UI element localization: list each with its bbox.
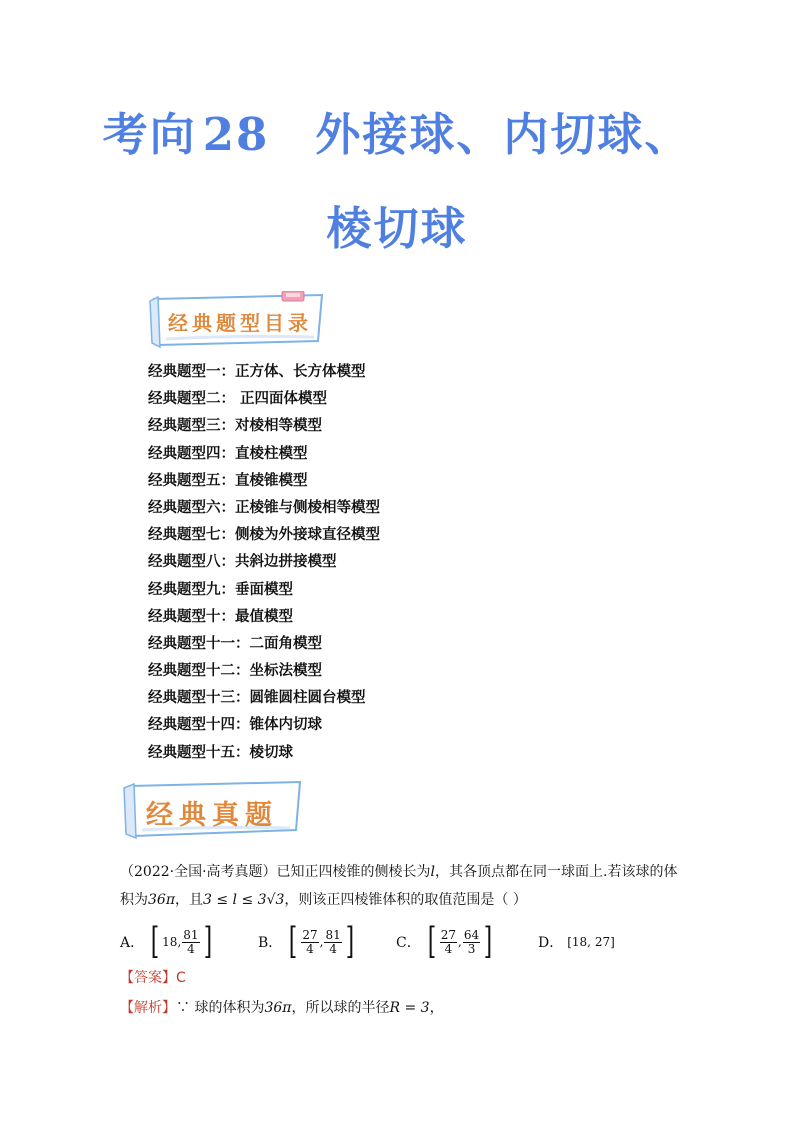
option-d[interactable]	[538, 922, 615, 962]
answer-line	[120, 968, 186, 988]
math-var: l	[430, 864, 436, 880]
toc-item[interactable]: 经典题型五：直棱锥模型	[148, 472, 308, 489]
page-title-line-1	[0, 98, 794, 163]
toc-item[interactable]: 经典题型十三：圆锥圆柱圆台模型	[148, 690, 366, 707]
toc-item[interactable]: 经典题型十二：坐标法模型	[148, 663, 322, 680]
option-label: A．	[120, 935, 145, 951]
answer-value: C	[176, 970, 186, 986]
explanation-text: ，	[429, 1000, 444, 1016]
question-text: 积为	[120, 892, 148, 908]
toc-item[interactable]: 经典题型六：正棱锥与侧棱相等模型	[148, 499, 380, 516]
fraction: $\frac{64}{3}$	[463, 927, 480, 956]
math-volume: 36π	[148, 892, 176, 908]
toc-banner-label: 经典题型目录	[168, 311, 312, 335]
interval: [18, 27]	[567, 935, 615, 949]
question-line-1	[120, 862, 680, 882]
toc-item[interactable]: 经典题型三：对棱相等模型	[148, 418, 322, 435]
toc-item[interactable]: 经典题型十：最值模型	[148, 608, 293, 625]
math-volume: 36π	[264, 1000, 292, 1016]
real-questions-banner-label: 经典真题	[146, 800, 278, 831]
answer-tag: 【答案】	[120, 970, 176, 986]
answer-options	[120, 922, 680, 962]
fraction: $\frac{27}{4}$	[302, 927, 318, 956]
explanation-text: ，所以球的半径	[291, 1000, 390, 1016]
option-label: C．	[396, 935, 421, 951]
toc-item[interactable]: 经典题型四：直棱柱模型	[148, 445, 308, 462]
explanation-line	[120, 998, 444, 1018]
title-prefix: 考向	[102, 108, 197, 161]
fraction: $\frac{81}{4}$	[325, 927, 341, 956]
fraction: $\frac{81}{4}$	[183, 927, 199, 956]
option-label: B．	[258, 935, 283, 951]
title-number: 28	[202, 108, 270, 161]
toc-item[interactable]: 经典题型十四：锥体内切球	[148, 717, 322, 734]
interval: [ 18, $\frac{81}{4}$ ]	[150, 921, 212, 962]
interval: [ $\frac{27}{4}$ , $\frac{64}{3}$ ]	[427, 921, 493, 962]
toc-item[interactable]: 经典题型十五：棱切球	[148, 744, 293, 761]
option-a[interactable]	[120, 922, 215, 962]
option-c[interactable]	[396, 922, 495, 962]
question-text: ，其各顶点都在同一球面上.若该球的体	[435, 864, 678, 880]
toc-item[interactable]: 经典题型七：侧棱为外接球直径模型	[148, 527, 380, 544]
page-title-line-2: 棱切球	[326, 202, 468, 255]
explanation-text: ∵ 球的体积为	[176, 1000, 265, 1016]
option-b[interactable]	[258, 922, 357, 962]
toc-item[interactable]: 经典题型九：垂面模型	[148, 581, 293, 598]
interval: [ $\frac{27}{4}$ , $\frac{81}{4}$ ]	[289, 921, 354, 962]
toc-item[interactable]: 经典题型二： 正四面体模型	[148, 391, 328, 408]
math-radius: R = 3	[389, 1000, 430, 1016]
fraction: $\frac{27}{4}$	[440, 927, 457, 956]
toc-item[interactable]: 经典题型十一：二面角模型	[148, 635, 322, 652]
toc-banner	[146, 291, 330, 351]
question-text: （2022·全国·高考真题）已知正四棱锥的侧棱长为	[120, 864, 431, 880]
toc-item[interactable]: 经典题型一：正方体、长方体模型	[148, 364, 366, 380]
math-inequality: 3 ≤ l ≤ 3√3	[203, 892, 285, 908]
explanation-tag: 【解析】	[120, 1000, 176, 1016]
question-line-2	[120, 890, 680, 910]
real-questions-banner	[120, 780, 306, 840]
title-part1: 外接球、内切球、	[315, 108, 692, 161]
interval-left: 18,	[162, 935, 182, 949]
question-text: ，且	[175, 892, 204, 908]
toc-item[interactable]: 经典题型八：共斜边拼接模型	[148, 554, 337, 571]
toc-list	[148, 362, 380, 770]
question-text: ，则该正四棱锥体积的取值范围是（ ）	[284, 892, 527, 908]
option-label: D．	[538, 935, 564, 951]
